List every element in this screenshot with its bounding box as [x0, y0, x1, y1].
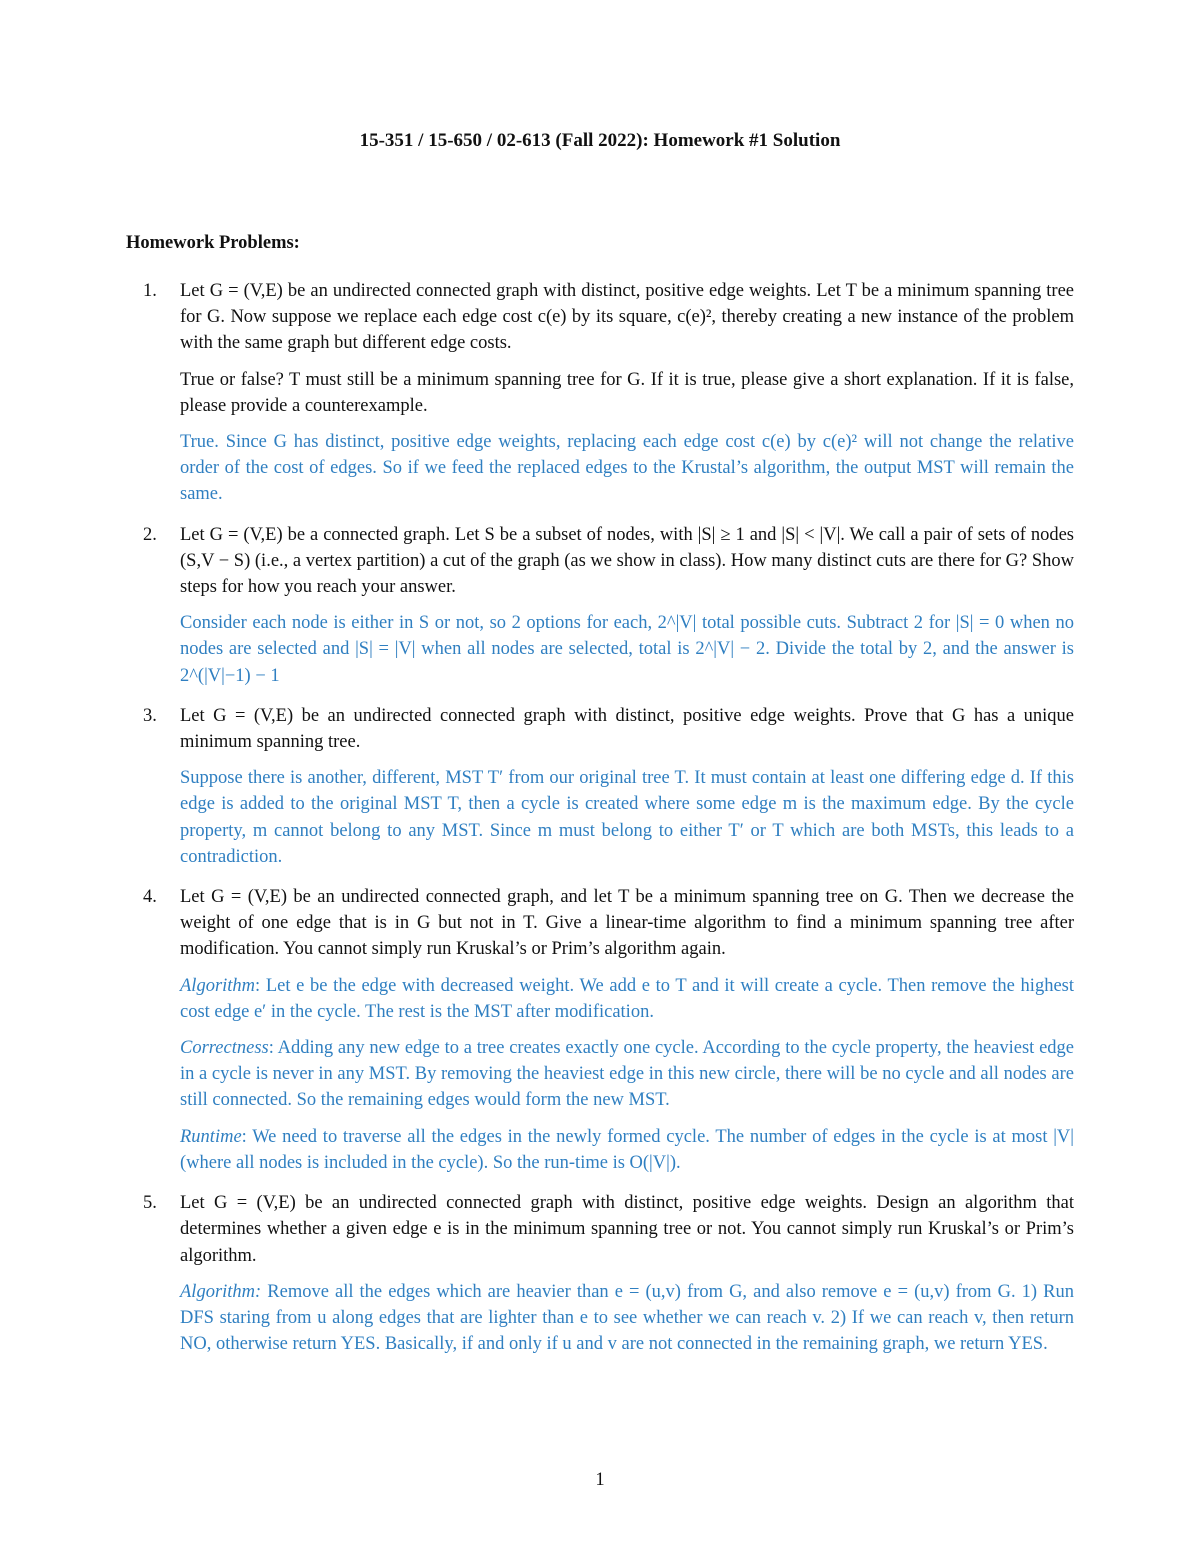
problem-item: [126, 278, 1074, 508]
solution-paragraph: [180, 1279, 1074, 1358]
solution-label: Algorithm:: [180, 1281, 262, 1302]
solution-text: : Let e be the edge with decreased weight. We add e to T and it will create a cycle. Then remove the highest cost edge e′ in the cycle. The rest is the MST after modification.: [180, 975, 1074, 1022]
solution-text: True. Since G has distinct, positive edge weights, replacing each edge cost c(e) by c(e)² will not change the relative order of the cost of edges. So if we feed the replaced edges to the Krustal’s algorithm, the output MST will remain the same.: [180, 432, 1074, 505]
problem-list: [126, 278, 1074, 1357]
problem-number: 1.: [143, 281, 157, 301]
solution-text: Consider each node is either in S or not, so 2 options for each, 2^|V| total possible cuts. Subtract 2 for |S| = 0 when no nodes are selected and |S| = |V| when all nodes are selected, total is 2^|V| − 2. Divide the total by 2, and the answer is 2^(|V|−1) − 1: [180, 613, 1074, 686]
problem-statement: Let G = (V,E) be an undirected connected graph with distinct, positive edge weights. Prove that G has a unique minimum spanning tree.: [180, 705, 1074, 753]
problem-number: 4.: [143, 887, 157, 908]
solution-paragraph: [180, 1124, 1074, 1176]
solution-paragraph: [180, 610, 1074, 689]
problem-statement: Let G = (V,E) be a connected graph. Let S be a subset of nodes, with |S| ≥ 1 and |S| < |V|. We call a pair of sets of nodes (S,V − S) (i.e., a vertex partition) a cut of the graph (as we show in class). How many distinct cuts are there for G? Show steps for how you reach your answer.: [180, 524, 1074, 598]
solution-label: Runtime: [180, 1126, 242, 1147]
solution-text: : We need to traverse all the edges in the newly formed cycle. The number of edges in the cycle is at most |V| (where all nodes is included in the cycle). So the run-time is O(|V|).: [180, 1126, 1074, 1173]
solution-label: Correctness: [180, 1038, 269, 1059]
solution-text: : Adding any new edge to a tree creates exactly one cycle. According to the cycle property, the heaviest edge in a cycle is never in any MST. By removing the heaviest edge in this new circle, there will be no cycle and all nodes are still connected. So the remaining edges would form the new MST.: [180, 1038, 1074, 1111]
problem-statement: Let G = (V,E) be an undirected connected graph with distinct, positive edge weights. Let T be a minimum spanning tree for G. Now suppose we replace each edge cost c(e) by its square, c(e)², thereby creating a new instance of the problem with the same graph but different edge costs.: [180, 281, 1074, 354]
problem-number: 3.: [143, 705, 157, 726]
page-number: 1: [595, 1470, 605, 1490]
problem-item: [126, 522, 1074, 689]
solution-text: Remove all the edges which are heavier than e = (u,v) from G, and also remove e = (u,v) from G. 1) Run DFS staring from u along edges that are lighter than e to see whether we can reach v. 2) If we can reach v, then return NO, otherwise return YES. Basically, if and only if u and v are not connected in the remaining graph, we return YES.: [180, 1281, 1074, 1355]
section-heading: Homework Problems:: [126, 233, 300, 253]
problem-number: 2.: [143, 524, 157, 545]
solution-label: Algorithm: [180, 975, 256, 996]
document-title: 15-351 / 15-650 / 02-613 (Fall 2022): Homework #1 Solution: [359, 130, 841, 151]
problem-statement: True or false? T must still be a minimum spanning tree for G. If it is true, please give a short explanation. If it is false, please provide a counterexample.: [180, 369, 1074, 416]
solution-paragraph: [180, 765, 1074, 870]
problem-item: [126, 703, 1074, 870]
problem-statement: Let G = (V,E) be an undirected connected graph with distinct, positive edge weights. Design an algorithm that determines whether a given edge e is in the minimum spanning tree or not. You cannot simply run Kruskal’s or Prim’s algorithm.: [180, 1193, 1074, 1266]
problem-item: [126, 884, 1074, 1176]
problem-number: 5.: [143, 1193, 157, 1214]
problem-item: [126, 1190, 1074, 1357]
solution-paragraph: [180, 1035, 1074, 1114]
solution-paragraph: [180, 973, 1074, 1025]
problem-statement: Let G = (V,E) be an undirected connected graph, and let T be a minimum spanning tree on G. Then we decrease the weight of one edge that is in G but not in T. Give a linear-time algorithm to find a minimum spanning tree after modification. You cannot simply run Kruskal’s or Prim’s algorithm again.: [180, 887, 1074, 960]
solution-text: Suppose there is another, different, MST T′ from our original tree T. It must contain at least one differing edge d. If this edge is added to the original MST T, then a cycle is created where some edge m is the maximum edge. By the cycle property, m cannot belong to any MST. Since m must belong to either T′ or T which are both MSTs, this leads to a contradiction.: [180, 768, 1074, 867]
solution-paragraph: [180, 429, 1074, 508]
